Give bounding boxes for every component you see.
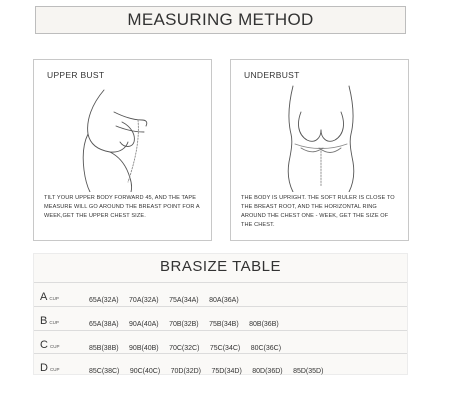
cup-letter: B: [40, 315, 48, 327]
size-cell: 85D(35D): [293, 368, 324, 375]
cup-label: [40, 358, 59, 376]
size-cell: 85B(38B): [89, 345, 119, 352]
size-cell: 85C(38C): [89, 368, 120, 375]
size-list: [89, 289, 245, 307]
size-cell: 75C(34C): [209, 345, 241, 352]
size-cell: 65A(38A): [89, 321, 119, 328]
size-cell: 70A(32A): [129, 297, 159, 304]
size-cell: 90A(40A): [129, 321, 159, 328]
cup-suffix: CUP: [49, 296, 59, 301]
size-cell: 80C(36C): [250, 345, 282, 352]
upper-bust-illustration: [74, 82, 174, 192]
cup-suffix: CUP: [49, 367, 60, 372]
table-row: [34, 306, 407, 330]
brasize-table: [33, 253, 408, 375]
cup-letter: D: [40, 362, 48, 374]
size-list: [89, 360, 329, 378]
table-row: [34, 330, 407, 354]
size-cell: 70D(32D): [170, 368, 201, 375]
cup-letter: A: [40, 291, 48, 303]
size-cell: 90B(40B): [129, 345, 159, 352]
underbust-title: UNDERBUST: [244, 70, 300, 80]
underbust-panel: [230, 59, 409, 241]
underbust-illustration: [271, 82, 371, 192]
table-row: [34, 282, 407, 306]
page-title: MEASURING METHOD: [127, 10, 314, 29]
title-banner: [35, 6, 406, 34]
upper-bust-title: UPPER BUST: [47, 70, 105, 80]
size-cell: 70B(32B): [169, 321, 199, 328]
table-row: [34, 353, 407, 377]
size-cell: 90C(40C): [129, 368, 161, 375]
cup-letter: C: [40, 339, 48, 351]
size-cell: 65A(32A): [89, 297, 119, 304]
cup-label: [40, 287, 59, 305]
size-cell: 80B(36B): [249, 321, 279, 328]
cup-label: [40, 335, 59, 353]
size-cell: 75D(34D): [211, 368, 242, 375]
size-list: [89, 313, 285, 331]
size-cell: 70C(32C): [169, 345, 200, 352]
cup-suffix: CUP: [49, 320, 59, 325]
size-cell: 75A(34A): [169, 297, 199, 304]
underbust-caption: THE BODY IS UPRIGHT. THE SOFT RULER IS CLOSE TO THE BREAST ROOT, AND THE HORIZONTAL RING AROUND THE CHEST ONE - WEEK, GET THE SIZE OF THE CHEST.: [241, 195, 395, 228]
upper-bust-panel: [33, 59, 212, 241]
brasize-table-title: BRASIZE TABLE: [160, 258, 281, 275]
upper-bust-caption: TILT YOUR UPPER BODY FORWARD 45, AND THE TAPE MEASURE WILL GO AROUND THE BREAST POINT FOR A WEEK,GET THE UPPER CHEST SIZE.: [44, 195, 200, 219]
size-cell: 80A(36A): [209, 297, 239, 304]
cup-suffix: CUP: [49, 344, 60, 349]
cup-label: [40, 311, 59, 329]
size-cell: 80D(36D): [252, 368, 283, 375]
size-cell: 75B(34B): [209, 321, 239, 328]
